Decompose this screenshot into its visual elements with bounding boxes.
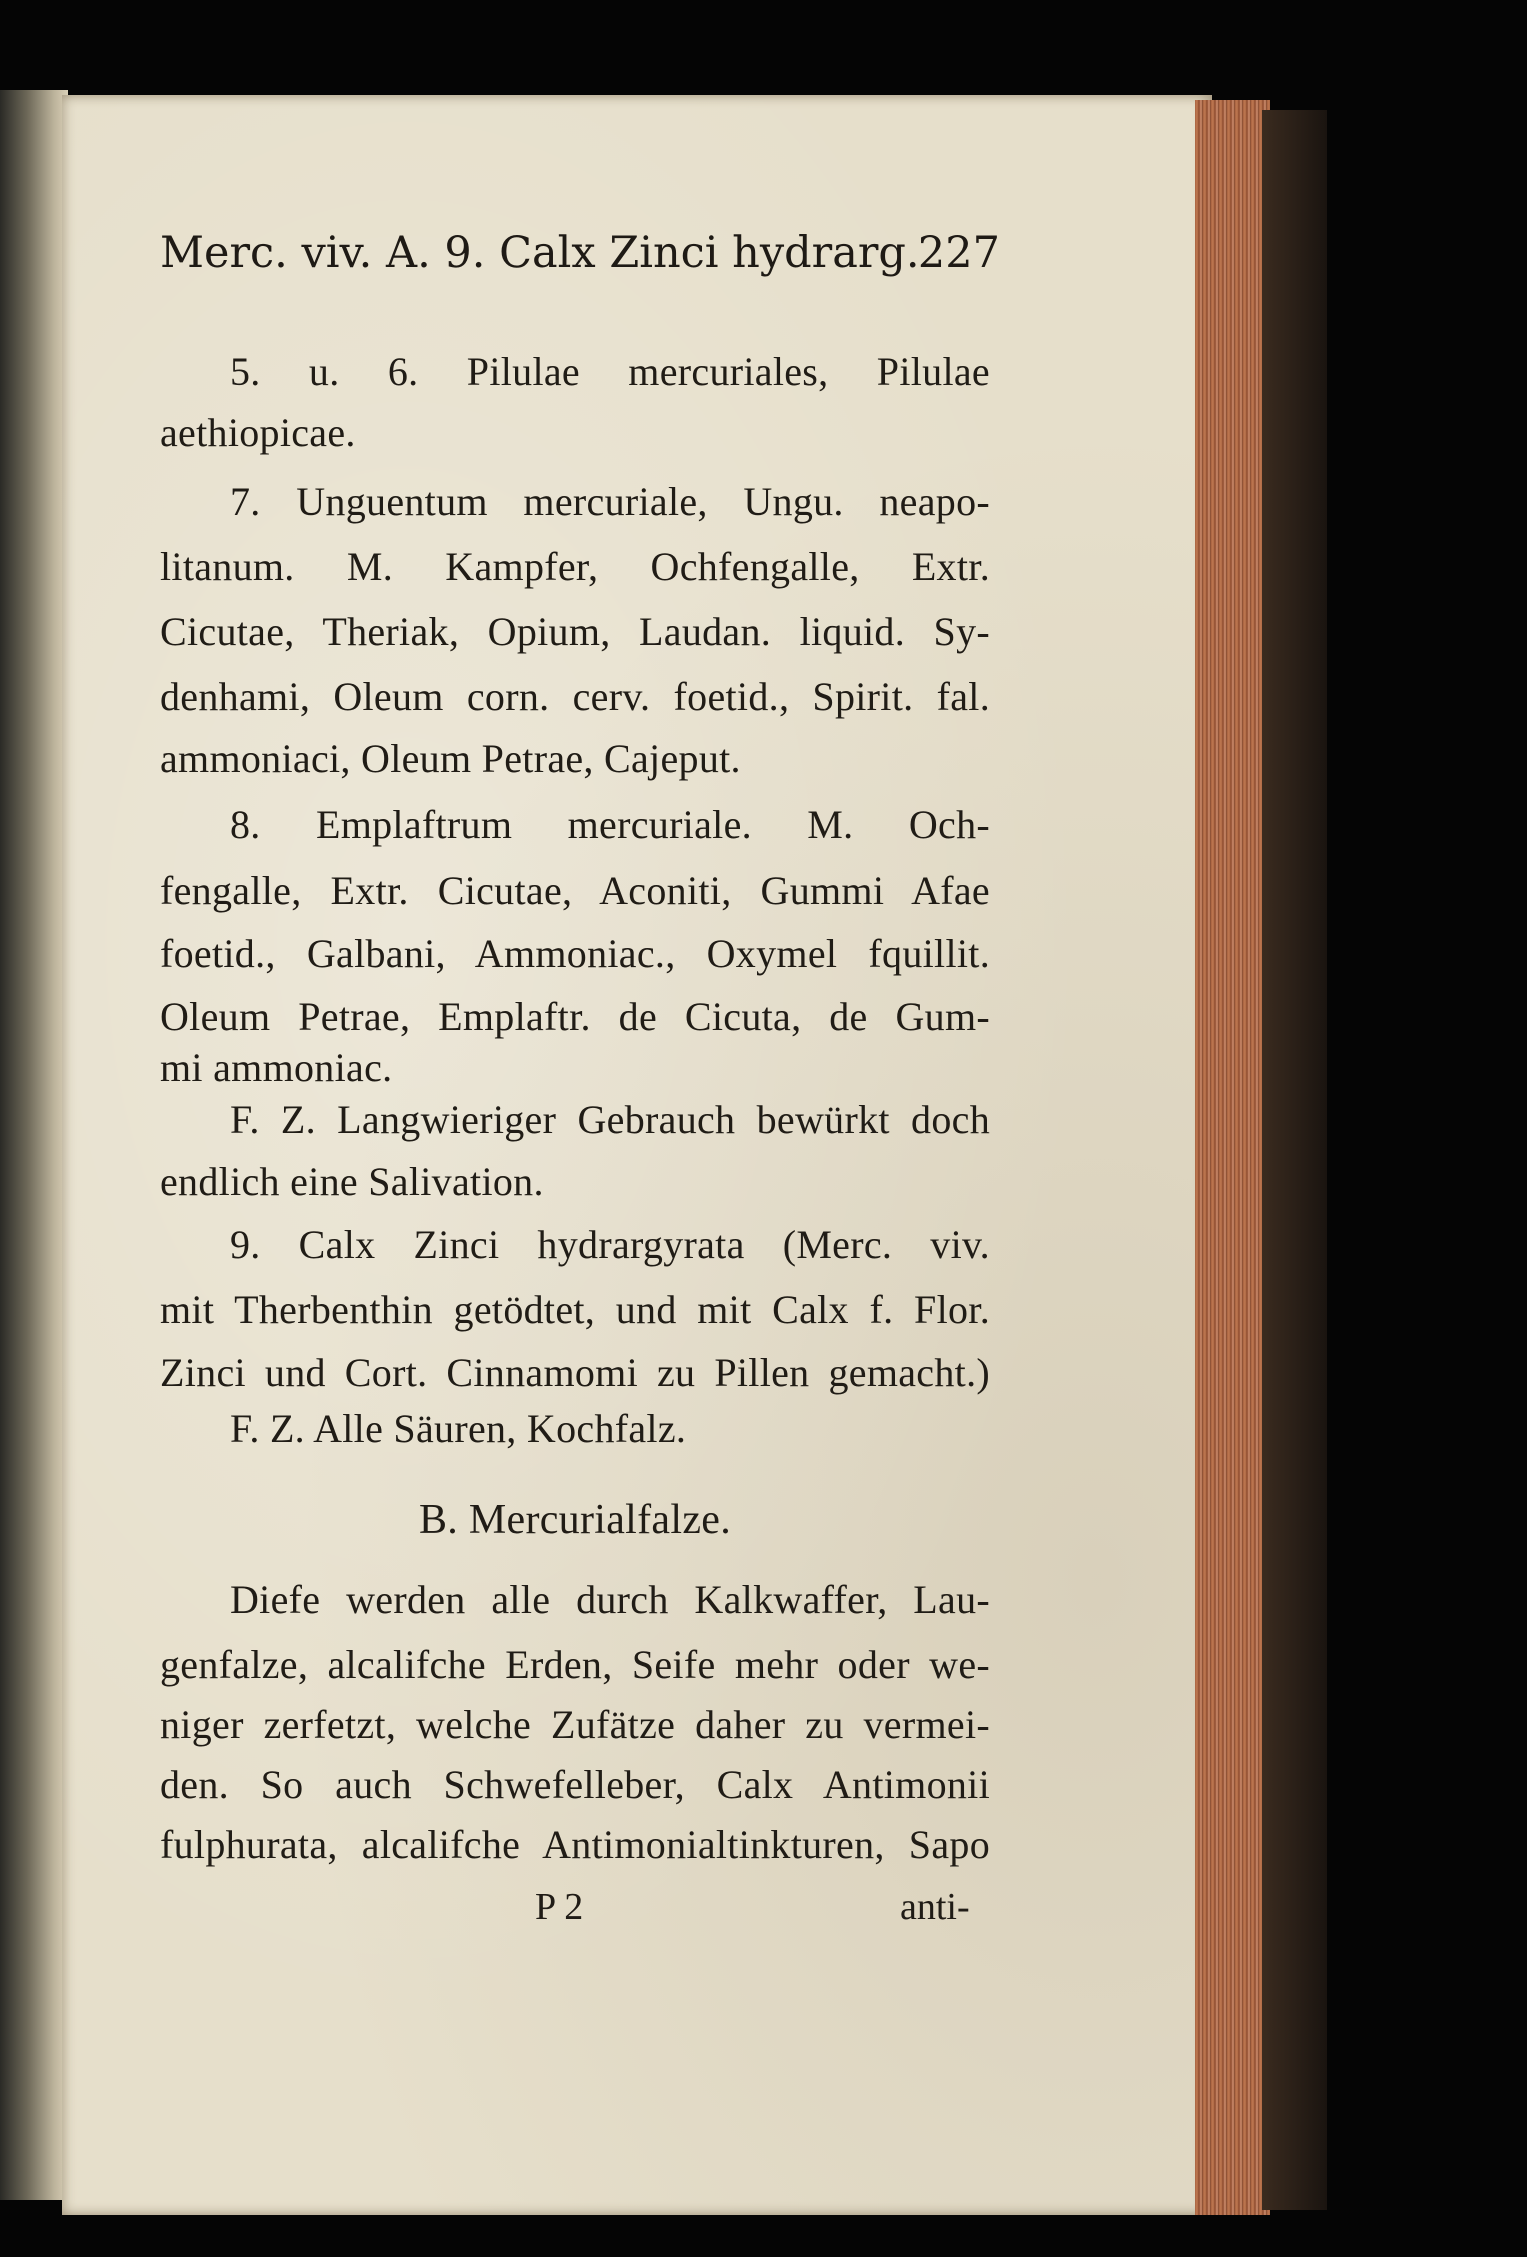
text-line: endlich eine Salivation. xyxy=(160,1159,544,1204)
running-title: Merc. viv. A. 9. Calx Zinci hydrarg. xyxy=(160,228,920,278)
page-stack-shadow xyxy=(1262,110,1327,2210)
text-line: mi ammoniac. xyxy=(160,1045,393,1090)
text-line: Cicutae, Theriak, Opium, Laudan. liquid. Sy- xyxy=(160,609,990,654)
text-line: Oleum Petrae, Emplaftr. de Cicuta, de Gum- xyxy=(160,994,990,1039)
page-number: 227 xyxy=(917,228,1000,278)
section-heading: B. Mercurialfalze. xyxy=(418,1497,732,1543)
text-line: denhami, Oleum corn. cerv. foetid., Spirit. fal. xyxy=(160,674,990,719)
text-line: 7. Unguentum mercuriale, Ungu. neapo- xyxy=(230,479,990,524)
running-header xyxy=(160,228,1000,278)
text-line: ammoniaci, Oleum Petrae, Cajeput. xyxy=(160,736,741,781)
text-line: 5. u. 6. Pilulae mercuriales, Pilulae xyxy=(230,349,990,394)
facing-page-edge xyxy=(0,90,68,2200)
text-line: Zinci und Cort. Cinnamomi zu Pillen gemacht.) xyxy=(160,1350,990,1395)
text-line: F. Z. Alle Säuren, Kochfalz. xyxy=(230,1406,687,1451)
text-line: Diefe werden alle durch Kalkwaffer, Lau- xyxy=(230,1577,990,1622)
text-line: F. Z. Langwieriger Gebrauch bewürkt doch xyxy=(230,1097,990,1142)
text-line: 9. Calx Zinci hydrargyrata (Merc. viv. xyxy=(230,1222,990,1267)
text-line: aethiopicae. xyxy=(160,410,356,455)
text-line: litanum. M. Kampfer, Ochfengalle, Extr. xyxy=(160,544,990,589)
text-line: fengalle, Extr. Cicutae, Aconiti, Gummi Afae xyxy=(160,868,990,913)
text-line: fulphurata, alcalifche Antimonialtinkturen, Sapo xyxy=(160,1822,990,1867)
text-line: genfalze, alcalifche Erden, Seife mehr oder we- xyxy=(160,1642,990,1687)
page-edges xyxy=(1195,100,1270,2215)
signature-mark: P 2 xyxy=(535,1886,584,1928)
text-line: foetid., Galbani, Ammoniac., Oxymel fquillit. xyxy=(160,931,990,976)
text-line: den. So auch Schwefelleber, Calx Antimonii xyxy=(160,1762,990,1807)
catchword: anti- xyxy=(900,1886,970,1928)
text-line: mit Therbenthin getödtet, und mit Calx f. Flor. xyxy=(160,1287,990,1332)
text-line: 8. Emplaftrum mercuriale. M. Och- xyxy=(230,802,990,847)
text-line: niger zerfetzt, welche Zufätze daher zu vermei- xyxy=(160,1702,990,1747)
